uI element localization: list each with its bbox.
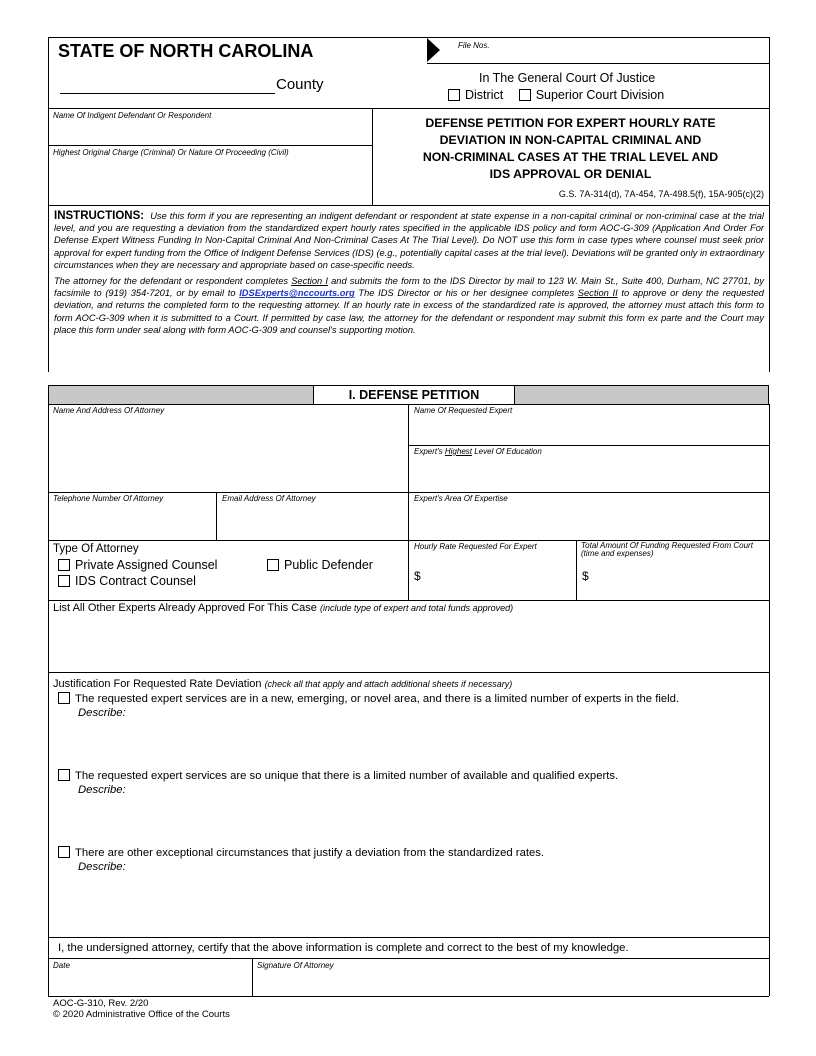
charge-label: Highest Original Charge (Criminal) Or Nature Of Proceeding (Civil) xyxy=(53,148,289,157)
hourly-rate-label: Hourly Rate Requested For Expert xyxy=(414,542,537,551)
form-title: DEFENSE PETITION FOR EXPERT HOURLY RATE DEVIATION IN NON-CAPITAL CRIMINAL AND NON-CRIMINAL CASES AT THE TRIAL LEVEL AND IDS APPROVAL OR DENIAL xyxy=(422,116,719,181)
ids-contract-label: IDS Contract Counsel xyxy=(75,574,196,588)
phone-label: Telephone Number Of Attorney xyxy=(53,494,164,503)
expert-name-label: Name Of Requested Expert xyxy=(414,406,513,415)
pd-checkbox[interactable] xyxy=(267,559,279,571)
email-label: Email Address Of Attorney xyxy=(222,494,316,503)
instructions: INSTRUCTIONS: Use this form if you are representing an indigent defendant or respondent at state expense in a non-capital criminal or non-criminal case at the trial level, and you are requesting a deviation from the standardized expert hourly rates specified in the applicable IDS policy and form AOC-G-309 (Application And Order For Defense Expert Witness Funding In Non-Capital Criminal And Non-Criminal Cases At The Trial Level). Do NOT use this form in case types where counsel must seek prior approval for expert funding from the Office of Indigent Defense Services (IDS) (e.g., potentially capital cases at the trial level). Deviations will be granted only in extraordinary circumstances when they are necessary and appropriate based on case-specific needs. The attorney for the defendant or respondent completes Section I and submits the form to the IDS Director by mail to 123 W. Main St., Suite 400, Durham, NC 27701, by facsimile to (919) 354-7201, or by email to IDSExperts@nccourts.org The IDS Director or his or her designee completes Section II to approve or deny the requested deviation, and returns the completed form to the requesting attorney. If an hourly rate in excess of the standardized rate is approved, the attorney must attach this form to form AOC-G-309 when it is submitted to a Court. If permitted by case law, the attorney for the defendant or respondent may submit this form ex parte and the Court may place this form under seal along with form AOC-G-309 and counsel's supporting motion. xyxy=(54,210,765,335)
ids-contract-checkbox[interactable] xyxy=(58,575,70,587)
signature-label: Signature Of Attorney xyxy=(257,961,334,970)
attorney-name-input[interactable] xyxy=(52,418,404,488)
justification-label: Justification For Requested Rate Deviation (check all that apply and attach additional sheets if necessary) xyxy=(53,678,513,690)
reason-3: There are other exceptional circumstances that justify a deviation from the standardized rates. Describe: xyxy=(58,846,544,873)
superior-checkbox[interactable] xyxy=(519,89,531,101)
reason-2-checkbox[interactable] xyxy=(58,769,70,781)
district-label: District xyxy=(465,88,504,102)
total-amount-label: Total Amount Of Funding Requested From Court (time and expenses) xyxy=(581,541,753,558)
date-label: Date xyxy=(53,961,70,970)
hourly-dollar: $ xyxy=(414,569,421,583)
defendant-input[interactable] xyxy=(52,122,368,142)
arrow-icon xyxy=(427,38,440,62)
pac-label: Private Assigned Counsel xyxy=(75,558,218,572)
pd-label: Public Defender xyxy=(284,558,373,572)
district-checkbox[interactable] xyxy=(448,89,460,101)
pac-checkbox[interactable] xyxy=(58,559,70,571)
statutes: G.S. 7A-314(d), 7A-454, 7A-498.5(f), 15A-905(c)(2) xyxy=(558,189,764,199)
county-label: County xyxy=(276,76,324,93)
file-nos-input[interactable] xyxy=(500,40,760,60)
reason-2: The requested expert services are so unique that there is a limited number of available and qualified experts. Describe: xyxy=(58,769,618,796)
court-label: In The General Court Of Justice xyxy=(479,71,656,85)
other-experts-label: List All Other Experts Already Approved For This Case (include type of expert and total funds approved) xyxy=(53,602,514,614)
charge-input[interactable] xyxy=(52,162,368,200)
reason-1: The requested expert services are in a new, emerging, or novel area, and there is a limited number of experts in the field. Describe: xyxy=(58,692,679,719)
file-nos-label: File Nos. xyxy=(458,41,490,50)
total-dollar: $ xyxy=(582,569,589,583)
attorney-name-label: Name And Address Of Attorney xyxy=(53,406,165,415)
education-label: Expert's Highest Level Of Education xyxy=(414,447,542,456)
section-title: I. DEFENSE PETITION xyxy=(313,386,515,404)
defendant-label: Name Of Indigent Defendant Or Respondent xyxy=(53,111,212,120)
reason-3-checkbox[interactable] xyxy=(58,846,70,858)
superior-label: Superior Court Division xyxy=(535,88,665,102)
ids-email-link[interactable]: IDSExperts@nccourts.org xyxy=(239,288,355,299)
footer: AOC-G-310, Rev. 2/20 © 2020 Administrative Office of the Courts xyxy=(53,998,230,1020)
reason-1-checkbox[interactable] xyxy=(58,692,70,704)
expertise-label: Expert's Area Of Expertise xyxy=(414,494,508,503)
certification: I, the undersigned attorney, certify that the above information is complete and correct to the best of my knowledge. xyxy=(58,942,629,954)
state-title: STATE OF NORTH CAROLINA xyxy=(58,41,314,61)
attorney-type-label: Type Of Attorney xyxy=(53,543,139,555)
